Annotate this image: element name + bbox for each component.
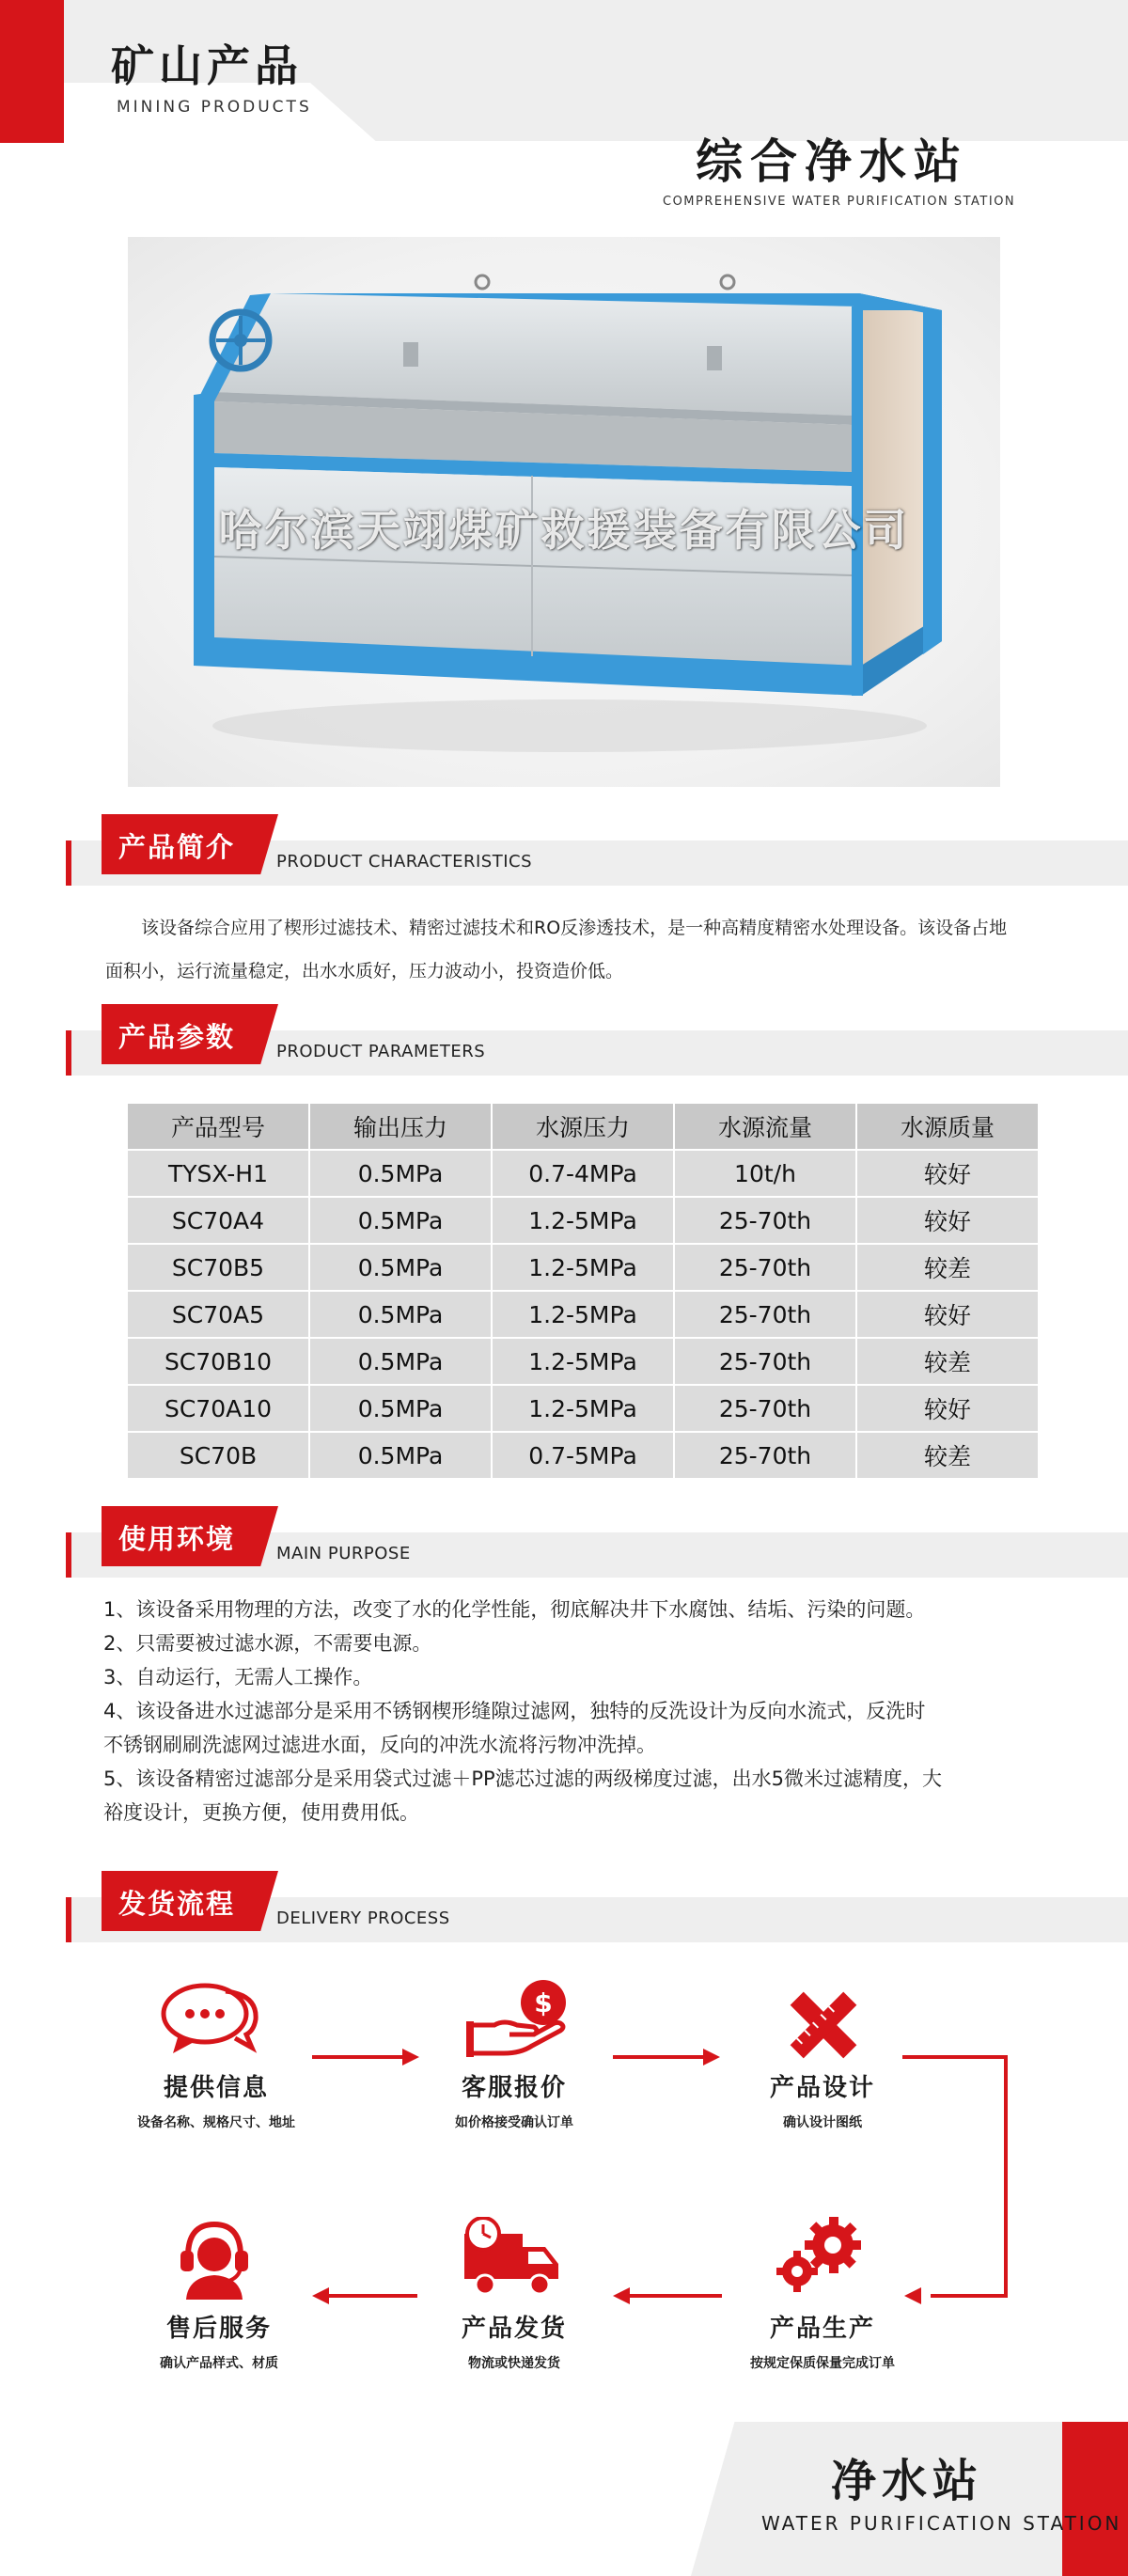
table-cell: 较好 [857, 1151, 1038, 1196]
section-title-params: 产品参数 [118, 1021, 236, 1053]
table-cell: 较好 [857, 1386, 1038, 1431]
chat-bubbles-icon [160, 1982, 263, 2057]
table-cell: 较差 [857, 1339, 1038, 1384]
table-cell: 0.5MPa [310, 1386, 491, 1431]
table-header-cell: 水源压力 [493, 1104, 673, 1149]
section-header-accent [66, 1030, 71, 1076]
table-cell: SC70B5 [128, 1245, 308, 1290]
section-subtitle-env: MAIN PURPOSE [276, 1544, 411, 1563]
footer-title: 净水站 [831, 2455, 984, 2507]
header-subtitle: MINING PRODUCTS [117, 98, 312, 117]
product-title: 综合净水站 [696, 134, 968, 189]
intro-text [105, 906, 1026, 993]
table-row [128, 1433, 1038, 1478]
header-title: 矿山产品 [111, 40, 303, 91]
product-subtitle: COMPREHENSIVE WATER PURIFICATION STATION [663, 195, 1016, 209]
env-line: 1、该设备采用物理的方法，改变了水的化学性能，彻底解决井下水腐蚀、结垢、污染的问题。 [103, 1598, 926, 1621]
step-title: 产品生产 [769, 2315, 875, 2343]
table-cell: 25-70th [675, 1433, 855, 1478]
env-line: 2、只需要被过滤水源，不需要电源。 [103, 1632, 432, 1655]
table-cell: SC70A4 [128, 1198, 308, 1243]
table-row [128, 1292, 1038, 1337]
env-line: 5、该设备精密过滤部分是采用袋式过滤＋PP滤芯过滤的两级梯度过滤，出水5微米过滤精度，大 [103, 1767, 943, 1790]
process-step [397, 2309, 632, 2372]
table-header-cell: 水源流量 [675, 1104, 855, 1149]
table-cell: 0.7-5MPa [493, 1433, 673, 1478]
step-title: 产品设计 [769, 2074, 875, 2102]
table-row [128, 1245, 1038, 1290]
section-title-env: 使用环境 [118, 1523, 236, 1555]
table-cell: 0.5MPa [310, 1433, 491, 1478]
section-subtitle-params: PRODUCT PARAMETERS [276, 1042, 486, 1061]
env-line: 裕度设计，更换方便，使用费用低。 [103, 1801, 419, 1824]
section-subtitle-delivery: DELIVERY PROCESS [276, 1908, 450, 1928]
table-cell: 0.5MPa [310, 1245, 491, 1290]
ruler-pencil-icon [780, 1984, 865, 2063]
process-step [99, 2068, 334, 2131]
step-desc: 设备名称、规格尺寸、地址 [137, 2115, 295, 2130]
table-cell: 0.5MPa [310, 1292, 491, 1337]
table-cell: 25-70th [675, 1292, 855, 1337]
table-header-cell: 输出压力 [310, 1104, 491, 1149]
table-cell: 25-70th [675, 1339, 855, 1384]
step-desc: 确认产品样式、材质 [160, 2356, 278, 2371]
intro-line-2: 面积小，运行流量稳定，出水水质好，压力波动小，投资造价低。 [105, 961, 624, 982]
env-text [103, 1593, 1053, 1830]
step-desc: 确认设计图纸 [783, 2115, 862, 2130]
section-title-delivery: 发货流程 [118, 1888, 236, 1920]
step-desc: 如价格接受确认订单 [455, 2115, 573, 2130]
table-cell: 0.7-4MPa [493, 1151, 673, 1196]
table-cell: SC70B [128, 1433, 308, 1478]
table-row [128, 1198, 1038, 1243]
section-title-intro: 产品简介 [118, 831, 236, 863]
table-cell: 25-70th [675, 1198, 855, 1243]
process-step [102, 2309, 337, 2372]
step-title: 提供信息 [163, 2074, 269, 2102]
step-title: 售后服务 [165, 2315, 272, 2343]
table-header-cell: 水源质量 [857, 1104, 1038, 1149]
svg-text:$: $ [534, 1987, 553, 2018]
intro-line-1: 该设备综合应用了楔形过滤技术、精密过滤技术和RO反渗透技术，是一种高精度精密水处理设备。该设备占地 [141, 918, 1008, 938]
table-cell: SC70A5 [128, 1292, 308, 1337]
table-row [128, 1386, 1038, 1431]
table-header-row [128, 1104, 1038, 1149]
section-header-accent [66, 1532, 71, 1578]
footer-subtitle: WATER PURIFICATION STATION [761, 2512, 1122, 2535]
table-cell: 1.2-5MPa [493, 1339, 673, 1384]
table-cell: 1.2-5MPa [493, 1245, 673, 1290]
table-header-cell: 产品型号 [128, 1104, 308, 1149]
table-cell: 0.5MPa [310, 1198, 491, 1243]
table-cell: SC70A10 [128, 1386, 308, 1431]
env-line: 4、该设备进水过滤部分是采用不锈钢楔形缝隙过滤网，独特的反洗设计为反向水流式，反洗时 [103, 1700, 926, 1722]
step-title: 客服报价 [461, 2074, 567, 2102]
hand-coin-icon [466, 1978, 573, 2057]
header-red-bar [0, 0, 64, 143]
footer-red-bar [1062, 2422, 1128, 2576]
table-cell: 0.5MPa [310, 1339, 491, 1384]
step-desc: 按规定保质保量完成订单 [750, 2356, 895, 2371]
env-line: 不锈钢刷刷洗滤网过滤进水面，反向的冲洗水流将污物冲洗掉。 [103, 1734, 656, 1756]
env-line: 3、自动运行，无需人工操作。 [103, 1666, 373, 1689]
table-cell: 1.2-5MPa [493, 1198, 673, 1243]
table-cell: 1.2-5MPa [493, 1292, 673, 1337]
table-cell: SC70B10 [128, 1339, 308, 1384]
process-step [705, 2068, 940, 2131]
table-cell: 较好 [857, 1292, 1038, 1337]
table-cell: TYSX-H1 [128, 1151, 308, 1196]
process-step [705, 2309, 940, 2372]
table-row [128, 1151, 1038, 1196]
table-cell: 较差 [857, 1245, 1038, 1290]
table-cell: 0.5MPa [310, 1151, 491, 1196]
table-cell: 1.2-5MPa [493, 1386, 673, 1431]
section-header-accent [66, 840, 71, 886]
params-table [126, 1102, 1040, 1480]
process-step [397, 2068, 632, 2131]
gears-icon [771, 2215, 869, 2294]
watermark-company: 哈尔滨天翊煤矿救援装备有限公司 [218, 505, 910, 556]
table-cell: 25-70th [675, 1386, 855, 1431]
step-desc: 物流或快递发货 [468, 2356, 560, 2371]
table-cell: 25-70th [675, 1245, 855, 1290]
table-row [128, 1339, 1038, 1384]
section-subtitle-intro: PRODUCT CHARACTERISTICS [276, 852, 533, 872]
headset-agent-icon [175, 2219, 254, 2300]
section-header-accent [66, 1897, 71, 1942]
step-title: 产品发货 [461, 2315, 567, 2343]
table-cell: 较差 [857, 1433, 1038, 1478]
table-cell: 10t/h [675, 1151, 855, 1196]
table-cell: 较好 [857, 1198, 1038, 1243]
delivery-truck-icon [461, 2217, 564, 2298]
